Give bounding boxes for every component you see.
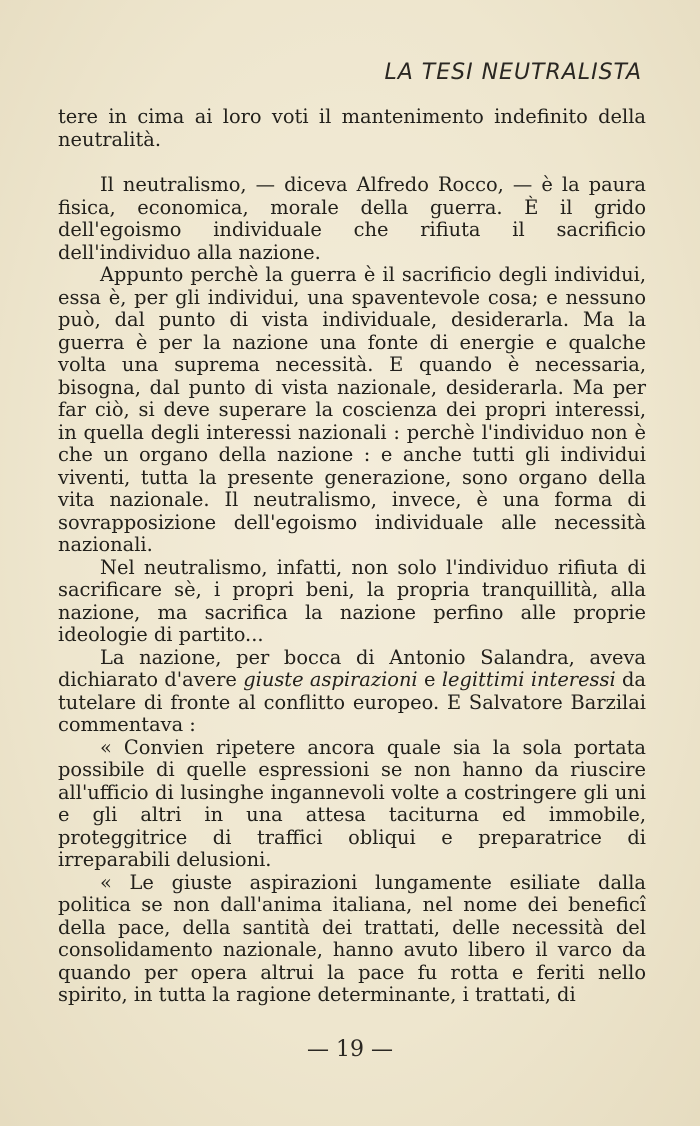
- paragraph-nel-neutralismo: Nel neutralismo, infatti, non solo l'individuo rifiuta di sacrificare sè, i propri beni, la propria tranquillità, alla nazione, ma sacrifica la nazione perfino alle proprie ideologie di partito...: [58, 555, 646, 646]
- running-title: LA TESI NEUTRALISTA: [384, 60, 642, 85]
- paragraph-appunto: Appunto perchè la guerra è il sacrificio degli individui, essa è, per gli individui, una spaventevole cosa; e nessuno può, dal punto di vista individuale, desiderarla. Ma la guerra è per la nazione una fonte di energie e qualche volta una suprema necessità. E quando è necessaria, bisogna, dal punto di vista nazionale, desiderarla. Ma per far ciò, si deve superare la coscienza dei propri interessi, in quella degli interessi nazionali : perchè l'individuo non è che un organo della nazione : e anche tutti gli individui viventi, tutta la presente generazione, sono organo della vita nazionale. Il neutralismo, invece, è una forma di sovrapposizione dell'egoismo individuale alle necessità nazionali.: [58, 263, 646, 556]
- giuste-aspirazioni-italic: giuste aspirazioni: [243, 668, 418, 691]
- salandra-text-c: da tutelare di fronte al conflitto europeo. E Salvatore Barzilai commentava :: [58, 668, 646, 736]
- salandra-text-a: La nazione, per bocca di Antonio Salandra, aveva dichiarato d'avere: [58, 645, 646, 691]
- body-text: [58, 106, 646, 1007]
- legittimi-interessi-italic: legittimi interessi: [441, 668, 616, 691]
- paragraph-continuation: tere in cima ai loro voti il mantenimento indefinito della neutralità.: [58, 105, 646, 151]
- paragraph-salandra: [58, 647, 646, 737]
- salandra-text-b: e: [417, 668, 442, 691]
- paragraph-quote-giuste: « Le giuste aspirazioni lungamente esiliate dalla politica se non dall'anima italiana, nel nome dei beneficî della pace, della santità dei trattati, delle necessità del consolidamento nazionale, hanno avuto libero il varco da quando per opera altrui la pace fu rotta e feriti nello spirito, in tutta la ragione determinante, i trattati, di: [58, 870, 646, 1006]
- paragraph-quote-conviene: « Convien ripetere ancora quale sia la sola portata possibile di quelle espressioni se non hanno da riuscire all'ufficio di lusinghe ingannevoli volte a costringere gli uni e gli altri in una attesa taciturna ed immobile, proteggitrice di traffici obliqui e preparatrice di irreparabili delusioni.: [58, 735, 646, 871]
- page-number: — 19 —: [307, 1037, 393, 1062]
- paragraph-neutralismo: Il neutralismo, — diceva Alfredo Rocco, — è la paura fisica, economica, morale della guerra. È il grido dell'egoismo individuale che rifiuta il sacrificio dell'individuo alla nazione.: [58, 173, 646, 264]
